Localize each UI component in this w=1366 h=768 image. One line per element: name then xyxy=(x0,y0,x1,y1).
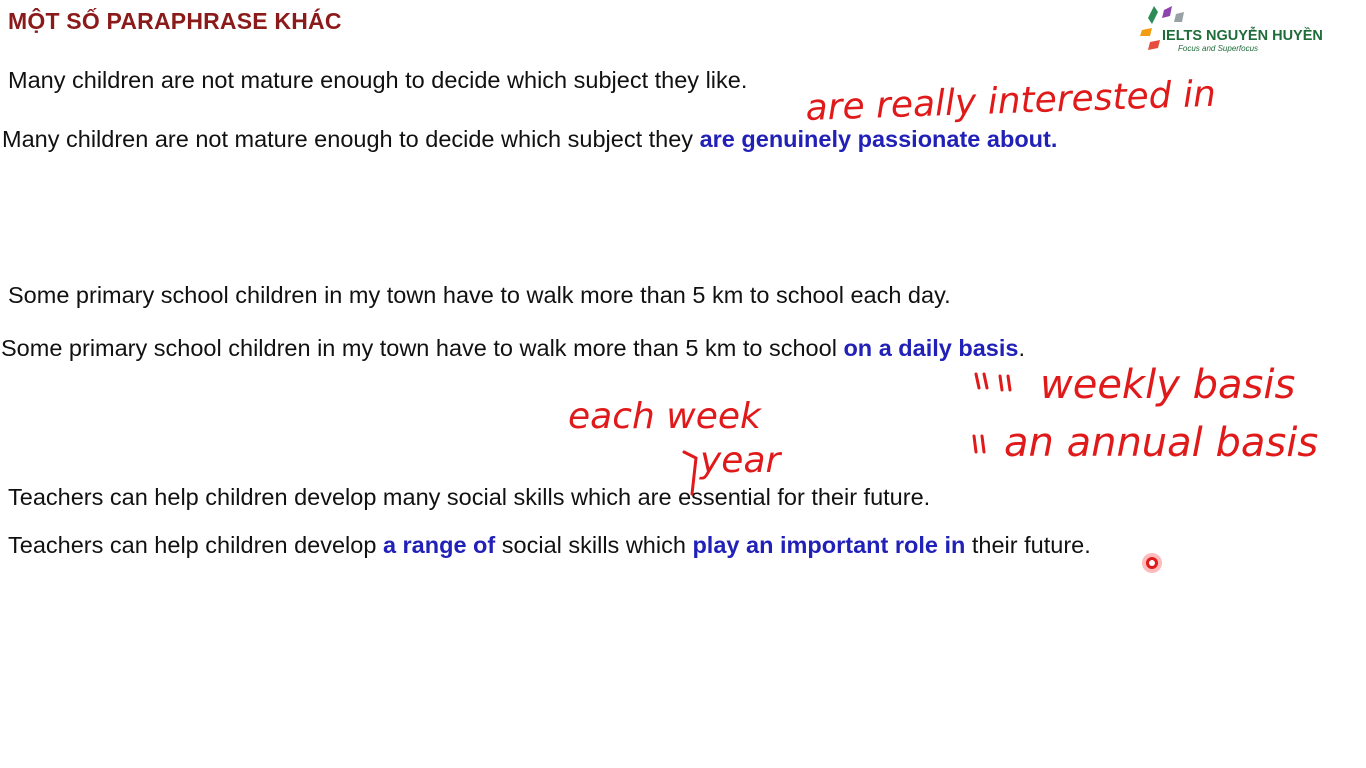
sentence-1-highlight: are genuinely passionate about. xyxy=(699,126,1058,152)
sentence-2-period: . xyxy=(1018,335,1025,361)
logo-tagline: Focus and Superfocus xyxy=(1178,44,1259,53)
sentence-3-text-1: Teachers can help children develop xyxy=(8,532,383,558)
handwritten-note-annual-basis: an annual basis xyxy=(1004,420,1319,466)
sentence-2-paraphrase-text: Some primary school children in my town have to walk more than 5 km to school xyxy=(1,335,844,361)
sentence-1-original: Many children are not mature enough to decide which subject they like. xyxy=(8,67,748,93)
handwritten-note-weekly-basis: weekly basis xyxy=(1040,362,1296,408)
slide-title: MỘT SỐ PARAPHRASE KHÁC xyxy=(8,8,342,34)
handwritten-note-interested: are really interested in xyxy=(804,73,1217,129)
handwritten-note-each-week: each week xyxy=(568,396,761,437)
sentence-3-text-3: their future. xyxy=(965,532,1091,558)
logo-text: IELTS NGUYỄN HUYỀN xyxy=(1162,28,1323,44)
sentence-3-original: Teachers can help children develop many social skills which are essential for their future. xyxy=(8,484,931,510)
handwritten-note-year: year xyxy=(700,440,781,481)
sentence-2-highlight: on a daily basis xyxy=(843,335,1019,361)
sentence-1-paraphrase-text: Many children are not mature enough to decide which subject they xyxy=(2,126,700,152)
pointer-cursor-icon xyxy=(1140,551,1164,575)
sentence-3-highlight-1: a range of xyxy=(382,532,496,558)
sentence-3-text-2: social skills which xyxy=(495,532,693,558)
sentence-2-original: Some primary school children in my town have to walk more than 5 km to school each day. xyxy=(8,282,951,308)
sentence-3-highlight-2: play an important role in xyxy=(692,532,966,558)
